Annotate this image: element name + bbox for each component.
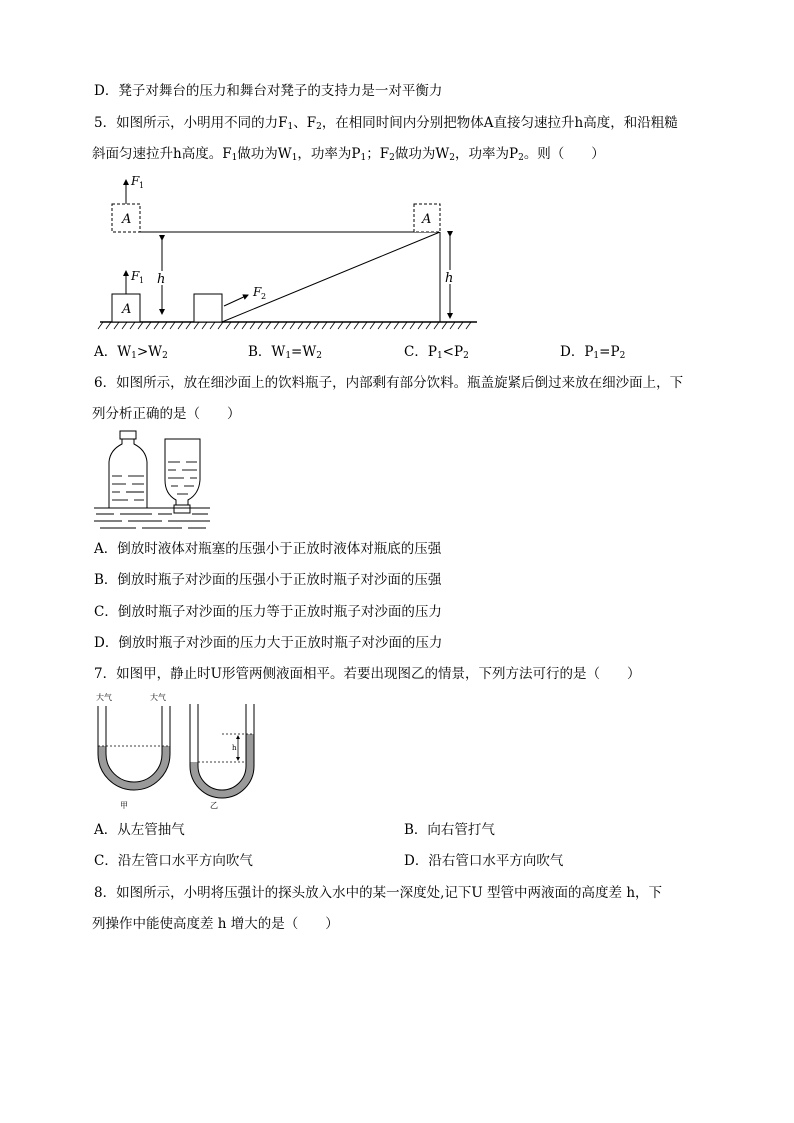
q5-option-c[interactable] [404, 343, 469, 365]
option-op: >W [136, 344, 163, 360]
option-op: <P [442, 344, 464, 360]
q6-option-c[interactable]: C．倒放时瓶子对沙面的压力等于正放时瓶子对沙面的压力 [94, 604, 442, 620]
block-a-label: A [122, 212, 132, 227]
sand-surface [94, 508, 210, 528]
q6-option-a[interactable]: A．倒放时液体对瓶塞的压强小于正放时液体对瓶底的压强 [94, 541, 442, 557]
q5-stem-part: 。则（ ） [523, 146, 605, 162]
label-jia: 甲 [120, 801, 128, 810]
upright-liquid [112, 476, 144, 500]
option-sub: 2 [619, 351, 626, 361]
prev-option-d: D．凳子对舞台的压力和舞台对凳子的支持力是一对平衡力 [94, 83, 443, 99]
q5-sub: 2 [389, 153, 395, 163]
q5-sub: 1 [287, 122, 294, 132]
q6-bottle-figure [92, 428, 212, 532]
q5-stem-part: 、F [293, 115, 317, 131]
q5-option-a[interactable] [94, 343, 168, 365]
q5-sub: 2 [518, 153, 524, 163]
q7-option-b[interactable]: B．向右管打气 [404, 822, 495, 838]
f1-sub: 1 [139, 276, 145, 285]
q5-stem-part: 斜面匀速拉升h高度。F [92, 146, 232, 162]
inverted-bottle [165, 439, 200, 513]
q7-option-c[interactable]: C．沿左管口水平方向吹气 [94, 853, 253, 869]
option-sub: 1 [436, 351, 443, 361]
q5-stem-part: ；F [366, 146, 390, 162]
option-text: P [584, 344, 594, 360]
h-label-yi: h [232, 744, 237, 752]
q6-option-b[interactable]: B．倒放时瓶子对沙面的压强小于正放时瓶子对沙面的压强 [94, 572, 442, 588]
option-sub: 2 [316, 351, 322, 361]
option-sub: 2 [463, 351, 469, 361]
option-sub: 1 [285, 351, 292, 361]
q5-stem-part: 做功为W [394, 146, 450, 162]
option-op: =P [599, 344, 620, 360]
option-sub: 1 [131, 351, 137, 361]
q5-sub: 1 [291, 153, 298, 163]
q7-utube-figure [92, 690, 272, 816]
q6-option-d[interactable]: D．倒放时瓶子对沙面的压力大于正放时瓶子对沙面的压力 [94, 635, 443, 651]
f2-sub: 2 [261, 292, 267, 301]
inverted-liquid [168, 462, 197, 494]
option-letter: D． [560, 344, 585, 360]
f2-label: F [253, 285, 262, 299]
q5-incline-figure [95, 170, 485, 330]
q5-option-b[interactable] [248, 343, 322, 365]
option-sub: 1 [593, 351, 600, 361]
incline-surface [222, 232, 440, 322]
h-label: h [445, 271, 454, 286]
f2-arrow [224, 295, 248, 306]
option-text: W [117, 344, 132, 360]
option-sub: 2 [162, 351, 168, 361]
atm-left-label: 大气 [96, 693, 112, 702]
option-letter: C． [404, 344, 428, 360]
atm-right-label: 大气 [150, 693, 166, 702]
q5-stem-line2 [92, 145, 605, 167]
option-letter: B． [248, 344, 272, 360]
q8-stem-line2: 列操作中能使高度差 h 增大的是（ ） [92, 916, 339, 932]
q5-stem-part: 5．如图所示，小明用不同的力F [94, 115, 288, 131]
q7-option-d[interactable]: D．沿右管口水平方向吹气 [404, 853, 564, 869]
upright-bottle [109, 431, 147, 508]
q6-stem-line1: 6．如图所示，放在细沙面上的饮料瓶子，内部剩有部分饮料。瓶盖旋紧后倒过来放在细沙面上，下 [94, 375, 684, 391]
utube-jia [98, 706, 170, 790]
option-op: =W [291, 344, 317, 360]
q5-stem-part: ，功率为P [297, 146, 361, 162]
option-text: P [427, 344, 437, 360]
h-label: h [157, 272, 166, 287]
block-a-label: A [422, 212, 432, 227]
q5-option-d[interactable] [560, 343, 625, 365]
f1-label: F [131, 269, 140, 283]
ground-hatch [98, 322, 471, 329]
f1-label: F [131, 174, 140, 188]
block-incline-bottom [194, 294, 222, 322]
q5-sub: 1 [360, 153, 367, 163]
label-yi: 乙 [210, 801, 218, 810]
block-a-label: A [122, 302, 132, 317]
q8-stem-line1: 8．如图所示，小明将压强计的探头放入水中的某一深度处,记下U 型管中两液面的高度差 h，下 [94, 885, 663, 901]
q5-stem-part: ，功率为P [454, 146, 519, 162]
utube-yi [190, 704, 254, 798]
q7-option-a[interactable]: A．从左管抽气 [94, 822, 185, 838]
q5-stem-part: ，在相同时间内分别把物体A直接匀速拉升h高度，和沿粗糙 [321, 115, 678, 131]
q5-sub: 2 [316, 122, 322, 132]
option-text: W [271, 344, 286, 360]
q6-stem-line2: 列分析正确的是（ ） [92, 406, 241, 422]
q5-stem-part: 做功为W [237, 146, 292, 162]
option-letter: A． [94, 344, 118, 360]
q7-stem-line1: 7．如图甲，静止时U形管两侧液面相平。若要出现图乙的情景，下列方法可行的是（ ） [94, 666, 641, 682]
q5-stem-line1 [94, 114, 678, 136]
f1-sub: 1 [139, 181, 145, 190]
q5-sub: 2 [449, 153, 455, 163]
q5-sub: 1 [231, 153, 238, 163]
